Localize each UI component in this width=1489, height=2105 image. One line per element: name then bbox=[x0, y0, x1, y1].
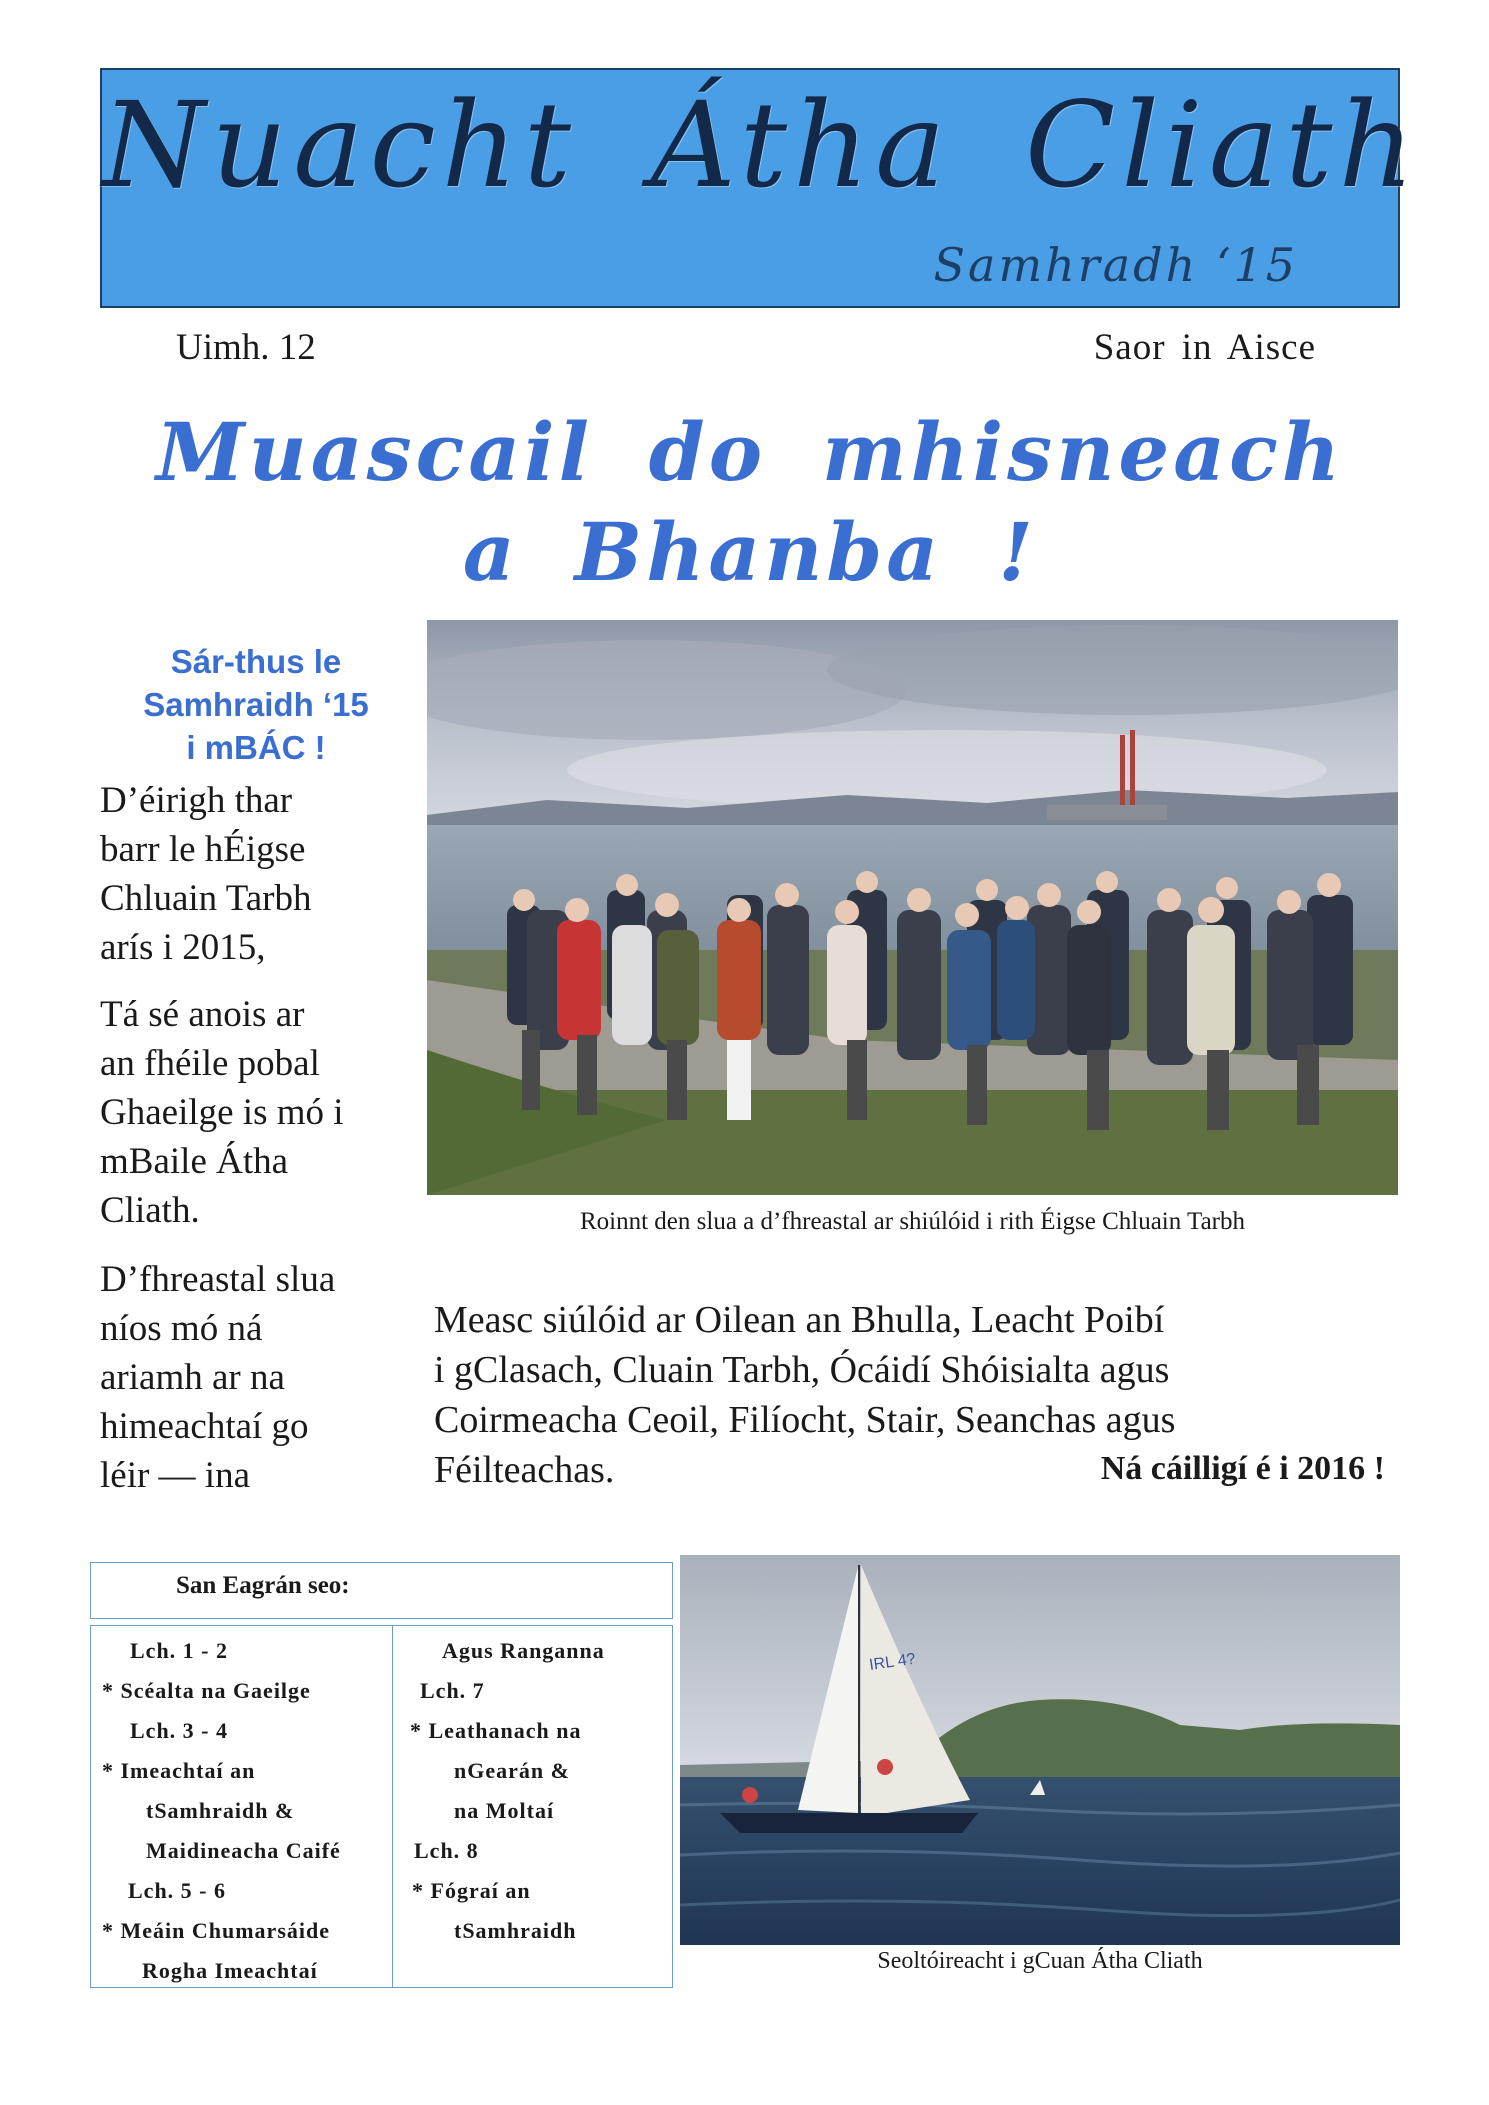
headline bbox=[100, 402, 1400, 602]
text-line: himeachtaí go bbox=[100, 1406, 309, 1447]
group-photo-caption: Roinnt den slua a d’fhreastal ar shiúlóid i rith Éigse Chluain Tarbh bbox=[579, 1208, 1245, 1235]
text-line: Cliath. bbox=[100, 1190, 200, 1231]
text-line: arís i 2015, bbox=[100, 927, 266, 968]
contents-item: * Imeachtaí an bbox=[102, 1758, 256, 1783]
group-photo-illustration bbox=[427, 620, 1398, 1195]
sailing-photo-illustration bbox=[680, 1555, 1400, 1945]
contents-divider bbox=[392, 1625, 393, 1988]
masthead-banner bbox=[100, 68, 1421, 308]
text-line: níos mó ná bbox=[100, 1308, 263, 1349]
text-line: Chluain Tarbh bbox=[100, 878, 312, 919]
text-line: mBaile Átha bbox=[100, 1141, 289, 1182]
contents-item: Lch. 3 - 4 bbox=[130, 1718, 228, 1743]
sail-number: IRL 4? bbox=[868, 1650, 917, 1674]
side-paragraph-3 bbox=[100, 1255, 420, 1500]
contents-title: San Eagrán seo: bbox=[176, 1572, 350, 1599]
text-line: barr le hÉigse bbox=[100, 829, 306, 870]
text-line: D’éirigh thar bbox=[100, 780, 293, 821]
price-label: Saor in Aisce bbox=[1093, 327, 1316, 368]
contents-header bbox=[90, 1562, 673, 1619]
text-line: léir — ina bbox=[100, 1455, 251, 1496]
side-paragraph-2 bbox=[100, 990, 420, 1235]
newspaper-title: Nuacht Átha Cliath bbox=[102, 76, 1421, 214]
body-line: i gClasach, Cluain Tarbh, Ócáidí Shóisialta agus bbox=[434, 1349, 1170, 1391]
closing-line: Ná cáilligí é i 2016 ! bbox=[1100, 1450, 1385, 1487]
side-heading bbox=[96, 640, 416, 769]
contents-item: nGearán & bbox=[454, 1758, 570, 1783]
side-heading-line: Samhraidh ‘15 bbox=[143, 686, 369, 723]
contents-item: Lch. 7 bbox=[420, 1678, 485, 1703]
contents-item: * Meáin Chumarsáide bbox=[102, 1918, 330, 1943]
text-line: ariamh ar na bbox=[100, 1357, 285, 1398]
contents-item: tSamhraidh bbox=[454, 1918, 577, 1943]
sailing-photo-caption: Seoltóireacht i gCuan Átha Cliath bbox=[877, 1948, 1203, 1974]
side-paragraph-1 bbox=[100, 776, 420, 972]
contents-item: * Leathanach na bbox=[410, 1718, 582, 1743]
contents-item: na Moltaí bbox=[454, 1798, 555, 1823]
contents-item: Lch. 1 - 2 bbox=[130, 1638, 228, 1663]
headline-line-2: a Bhanba ! bbox=[462, 505, 1038, 599]
sailing-photo bbox=[680, 1555, 1400, 1945]
contents-item: Lch. 8 bbox=[414, 1838, 479, 1863]
contents-item: tSamhraidh & bbox=[146, 1798, 295, 1823]
text-line: D’fhreastal slua bbox=[100, 1259, 336, 1300]
text-line: Tá sé anois ar bbox=[100, 994, 305, 1035]
issue-number: Uimh. 12 bbox=[176, 327, 316, 368]
group-photo bbox=[427, 620, 1398, 1195]
text-line: an fhéile pobal bbox=[100, 1043, 320, 1084]
body-line: Féilteachas. bbox=[434, 1449, 615, 1491]
contents-item: * Fógraí an bbox=[412, 1878, 531, 1903]
contents-item: Rogha Imeachtaí bbox=[142, 1958, 318, 1983]
contents-item: Agus Ranganna bbox=[442, 1638, 605, 1663]
side-heading-line: i mBÁC ! bbox=[186, 729, 326, 766]
contents-item: * Scéalta na Gaeilge bbox=[102, 1678, 311, 1703]
body-line: Coirmeacha Ceoil, Filíocht, Stair, Seanchas agus bbox=[434, 1399, 1176, 1441]
headline-line-1: Muascail do mhisneach bbox=[156, 405, 1344, 499]
side-heading-line: Sár-thus le bbox=[170, 643, 342, 680]
issue-season: Samhradh ‘15 bbox=[933, 238, 1298, 292]
body-line: Measc siúlóid ar Oilean an Bhulla, Leacht Poibí bbox=[434, 1299, 1165, 1341]
text-line: Ghaeilge is mó i bbox=[100, 1092, 344, 1133]
contents-item: Maidineacha Caifé bbox=[146, 1838, 341, 1863]
contents-item: Lch. 5 - 6 bbox=[128, 1878, 226, 1903]
